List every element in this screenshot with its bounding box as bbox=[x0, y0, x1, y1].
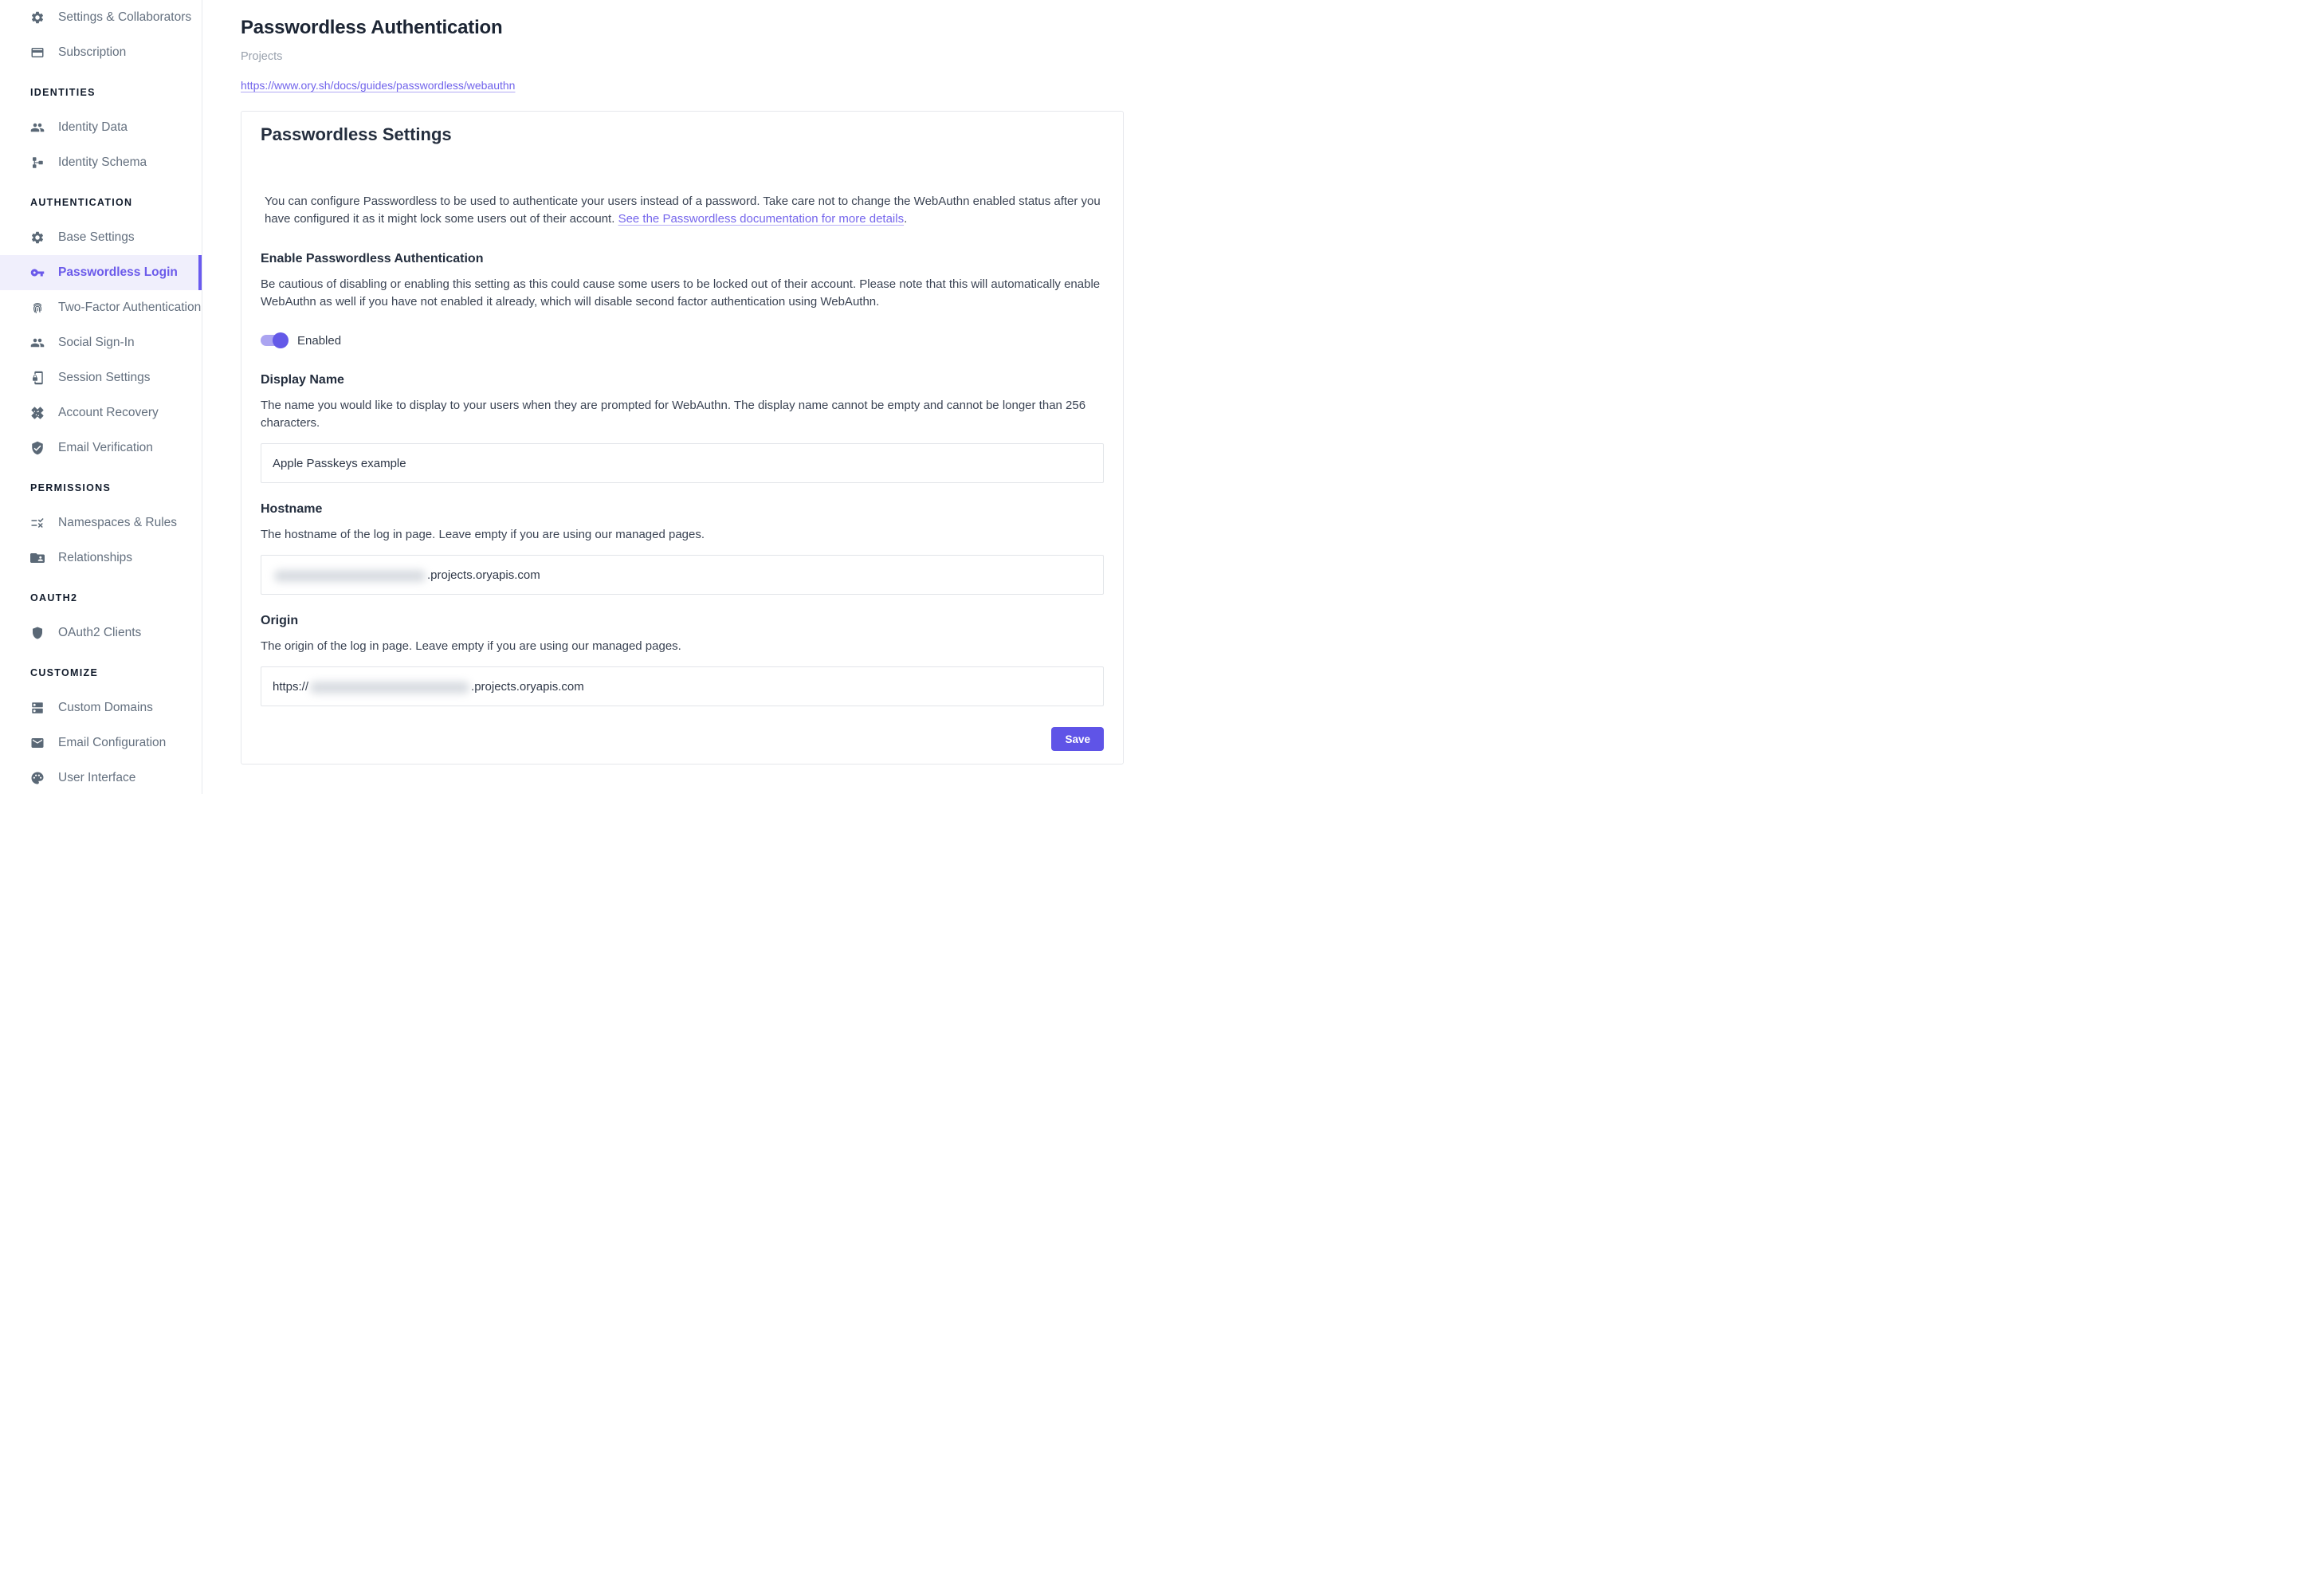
display-name-heading: Display Name bbox=[261, 373, 344, 387]
toggle-label: Enabled bbox=[297, 333, 342, 348]
intro-period: . bbox=[904, 212, 908, 226]
card-title: Passwordless Settings bbox=[261, 124, 452, 144]
sidebar-item-passwordless-login[interactable] bbox=[0, 255, 202, 290]
fingerprint-icon bbox=[30, 301, 45, 315]
sidebar-item-label: Passwordless Login bbox=[58, 265, 178, 279]
palette-icon bbox=[30, 771, 45, 785]
card-intro bbox=[265, 193, 1101, 228]
sidebar-section-authentication: AUTHENTICATION bbox=[30, 197, 133, 208]
sidebar-item-label: Email Configuration bbox=[58, 736, 167, 749]
phone-lock-icon bbox=[30, 371, 45, 385]
toggle-thumb-icon bbox=[273, 332, 289, 348]
sidebar-item-label: Identity Data bbox=[58, 120, 128, 134]
sidebar-item-label: User Interface bbox=[58, 771, 136, 784]
sidebar-item-two-factor-authentication[interactable] bbox=[0, 290, 202, 325]
sidebar-item-identity-data[interactable] bbox=[0, 110, 202, 145]
sidebar-item-label: OAuth2 Clients bbox=[58, 626, 142, 639]
intro-text: You can configure Passwordless to be used to authenticate your users instead of a password. Take care not to change the WebAuthn enabled status after you have configured it as it might lock some users out of their account. bbox=[265, 195, 1101, 226]
sidebar-item-label: Custom Domains bbox=[58, 701, 153, 714]
sidebar-item-settings-collaborators[interactable] bbox=[0, 0, 202, 35]
save-button[interactable]: Save bbox=[1051, 727, 1104, 751]
key-icon bbox=[30, 265, 45, 280]
sidebar-item-session-settings[interactable] bbox=[0, 360, 202, 395]
sidebar bbox=[0, 0, 202, 794]
mail-icon bbox=[30, 736, 45, 750]
hostname-description: The hostname of the log in page. Leave empty if you are using our managed pages. bbox=[261, 528, 705, 541]
gear-icon bbox=[30, 230, 45, 245]
origin-description: The origin of the log in page. Leave empty if you are using our managed pages. bbox=[261, 639, 681, 653]
sidebar-item-base-settings[interactable] bbox=[0, 220, 202, 255]
sidebar-item-account-recovery[interactable] bbox=[0, 395, 202, 430]
sidebar-item-label: Account Recovery bbox=[58, 406, 159, 419]
origin-suffix: .projects.oryapis.com bbox=[471, 679, 584, 694]
rule-icon bbox=[30, 516, 45, 530]
people-icon bbox=[30, 336, 45, 350]
healing-icon bbox=[30, 406, 45, 420]
passwordless-settings-card bbox=[241, 111, 1124, 765]
breadcrumb: Projects bbox=[241, 50, 283, 63]
gear-icon bbox=[30, 10, 45, 25]
enable-heading: Enable Passwordless Authentication bbox=[261, 252, 484, 265]
sidebar-item-social-sign-in[interactable] bbox=[0, 325, 202, 360]
sidebar-section-permissions: PERMISSIONS bbox=[30, 482, 112, 493]
sidebar-section-oauth2: OAUTH2 bbox=[30, 592, 78, 603]
sidebar-item-namespaces-rules[interactable] bbox=[0, 505, 202, 540]
sidebar-item-label: Email Verification bbox=[58, 441, 153, 454]
enable-description: Be cautious of disabling or enabling this setting as this could cause some users to be locked out of their account. Please note that this will automatically enable WebAuthn as well if you have not enabled it already, which will disable second factor authentication using WebAuthn. bbox=[261, 277, 1101, 309]
sidebar-section-customize: CUSTOMIZE bbox=[30, 667, 99, 678]
sidebar-item-label: Settings & Collaborators bbox=[58, 10, 192, 24]
sidebar-item-identity-schema[interactable] bbox=[0, 145, 202, 180]
shield-check-icon bbox=[30, 441, 45, 455]
sidebar-item-label: Session Settings bbox=[58, 371, 151, 384]
people-icon bbox=[30, 120, 45, 135]
passwordless-docs-link[interactable]: See the Passwordless documentation for more details bbox=[618, 212, 905, 226]
sidebar-item-label: Relationships bbox=[58, 551, 133, 564]
passwordless-toggle[interactable] bbox=[261, 332, 288, 348]
app-window bbox=[0, 0, 1162, 794]
origin-prefix: https:// bbox=[273, 679, 309, 694]
hostname-input[interactable] bbox=[261, 555, 1104, 595]
sidebar-item-label: Namespaces & Rules bbox=[58, 516, 178, 529]
shield-icon bbox=[30, 626, 45, 640]
display-name-input[interactable] bbox=[261, 443, 1104, 483]
sidebar-item-custom-domains[interactable] bbox=[0, 690, 202, 725]
server-icon bbox=[30, 701, 45, 715]
page-title: Passwordless Authentication bbox=[241, 17, 503, 38]
display-name-value: Apple Passkeys example bbox=[273, 456, 406, 470]
sidebar-item-label: Subscription bbox=[58, 45, 127, 59]
main-content bbox=[202, 0, 1162, 794]
sidebar-item-user-interface[interactable] bbox=[0, 761, 202, 794]
schema-icon bbox=[30, 155, 45, 170]
docs-link[interactable]: https://www.ory.sh/docs/guides/passwordless/webauthn bbox=[241, 79, 516, 92]
redacted-text bbox=[310, 682, 469, 694]
origin-input[interactable] bbox=[261, 666, 1104, 706]
sidebar-item-label: Social Sign-In bbox=[58, 336, 135, 349]
sidebar-item-email-verification[interactable] bbox=[0, 430, 202, 466]
sidebar-item-label: Two-Factor Authentication bbox=[58, 301, 202, 314]
redacted-text bbox=[274, 570, 426, 582]
sidebar-item-oauth2-clients[interactable] bbox=[0, 615, 202, 651]
folder-user-icon bbox=[30, 551, 45, 565]
hostname-heading: Hostname bbox=[261, 502, 323, 516]
origin-heading: Origin bbox=[261, 614, 299, 627]
save-row bbox=[261, 727, 1104, 751]
sidebar-item-label: Identity Schema bbox=[58, 155, 147, 169]
sidebar-item-relationships[interactable] bbox=[0, 540, 202, 576]
toggle-row bbox=[261, 332, 1104, 349]
sidebar-item-email-configuration[interactable] bbox=[0, 725, 202, 761]
hostname-suffix: .projects.oryapis.com bbox=[427, 568, 540, 582]
sidebar-nav bbox=[0, 0, 202, 794]
sidebar-section-identities: IDENTITIES bbox=[30, 87, 96, 98]
sidebar-item-subscription[interactable] bbox=[0, 35, 202, 70]
sidebar-item-label: Base Settings bbox=[58, 230, 135, 244]
credit-card-icon bbox=[30, 45, 45, 60]
display-name-description: The name you would like to display to your users when they are prompted for WebAuthn. The display name cannot be empty and cannot be longer than 256 characters. bbox=[261, 399, 1086, 430]
